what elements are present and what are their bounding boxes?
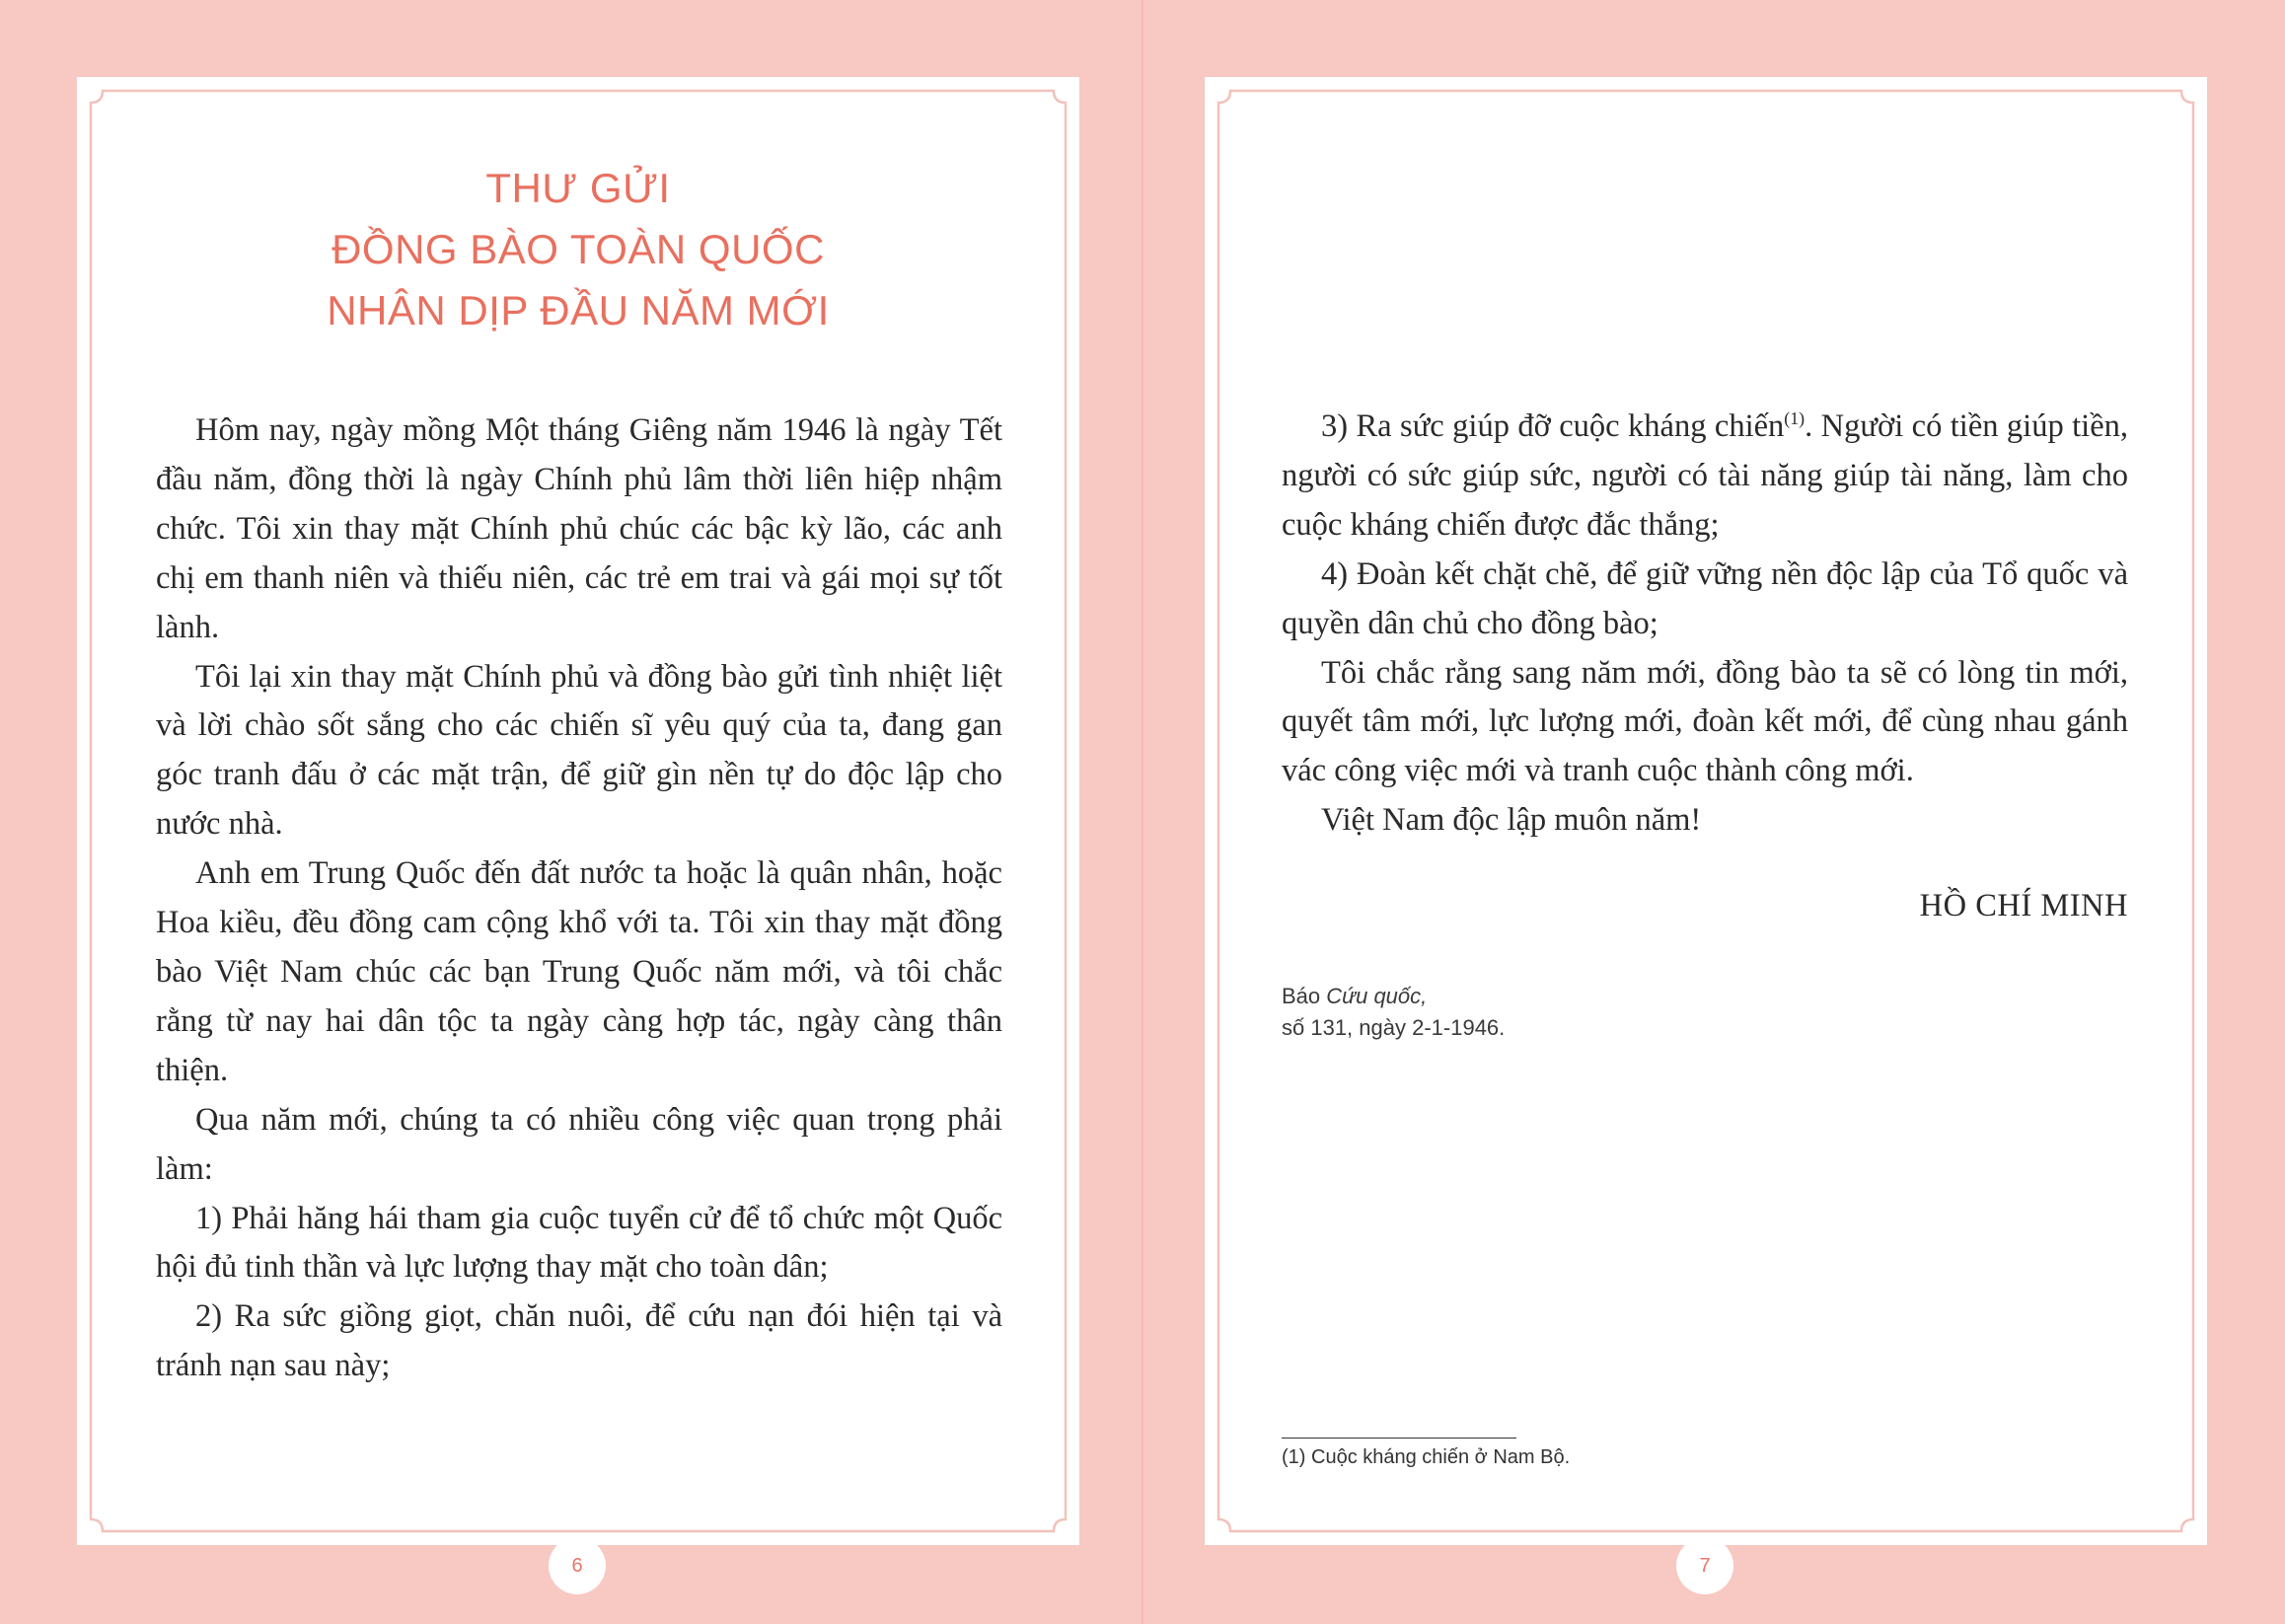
paragraph-text: . Người có tiền giúp tiền, người có sức giúp sức, người có tài năng giúp tài năng, làm cho cuộc kháng chiến được đắc thắng; [1282,408,2129,543]
source-issue: số 131, ngày 2-1-1946. [1282,1015,1506,1040]
page-number: 6 [549,1537,606,1594]
source-prefix: Báo [1282,984,1327,1008]
paragraph: Anh em Trung Quốc đến đất nước ta hoặc là quân nhân, hoặc Hoa kiều, đều đồng cam cộng khổ với ta. Tôi xin thay mặt đồng bào Việt Nam chúc các bạn Trung Quốc năm mới, và tôi chắc rằng từ nay hai dân tộc ta ngày càng hợp tác, ngày càng thân thiện. [156,855,1002,1088]
paragraph [1282,403,2128,551]
paragraph: Qua năm mới, chúng ta có nhiều công việc quan trọng phải làm: [156,1101,1002,1187]
title-line: ĐỒNG BÀO TOÀN QUỐC [332,226,825,272]
footnote-marker: (1) [1784,408,1806,429]
paragraph: 2) Ra sức giồng giọt, chăn nuôi, để cứu nạn đói hiện tại và tránh nạn sau này; [156,1298,1002,1384]
signature: HỒ CHÍ MINH [1919,888,2128,923]
title-line: THƯ GỬI [485,165,671,211]
source-paper: Cứu quốc, [1326,984,1428,1008]
letter-body-right [1282,403,2128,846]
footnote: (1) Cuộc kháng chiến ở Nam Bộ. [1282,1446,1571,1468]
paragraph: Tôi chắc rằng sang năm mới, đồng bào ta sẽ có lòng tin mới, quyết tâm mới, lực lượng mới, đoàn kết mới, để cùng nhau gánh vác công việc mới và tranh cuộc thành công mới. [1282,654,2128,789]
paragraph-text: 3) Ra sức giúp đỡ cuộc kháng chiến [1321,408,1785,444]
source-citation [1282,981,1505,1044]
paragraph: Tôi lại xin thay mặt Chính phủ và đồng bào gửi tình nhiệt liệt và lời chào sốt sắng cho các chiến sĩ yêu quý của ta, đang gan góc tranh đấu ở các mặt trận, để giữ gìn nền tự do độc lập cho nước nhà. [156,658,1002,843]
title-line: NHÂN DỊP ĐẦU NĂM MỚI [327,287,830,333]
paragraph: 4) Đoàn kết chặt chẽ, để giữ vững nền độc lập của Tổ quốc và quyền dân chủ cho đồng bào; [1282,555,2128,641]
page-number: 7 [1676,1537,1733,1594]
paragraph: 1) Phải hăng hái tham gia cuộc tuyển cử để tổ chức một Quốc hội đủ tinh thần và lực lượng thay mặt cho toàn dân; [156,1200,1002,1286]
paragraph: Hôm nay, ngày mồng Một tháng Giêng năm 1946 là ngày Tết đầu năm, đồng thời là ngày Chính phủ lâm thời liên hiệp nhậm chức. Tôi xin thay mặt Chính phủ chúc các bậc kỳ lão, các anh chị em thanh niên và thiếu niên, các trẻ em trai và gái mọi sự tốt lành. [156,412,1002,645]
left-page [77,77,1079,1577]
letter-body-left [156,406,1002,1391]
book-spine [1142,0,1143,1624]
paragraph: Việt Nam độc lập muôn năm! [1321,802,1702,839]
footnote-divider [1282,1438,1516,1439]
right-page [1205,77,2207,1577]
letter-title [136,158,1020,341]
